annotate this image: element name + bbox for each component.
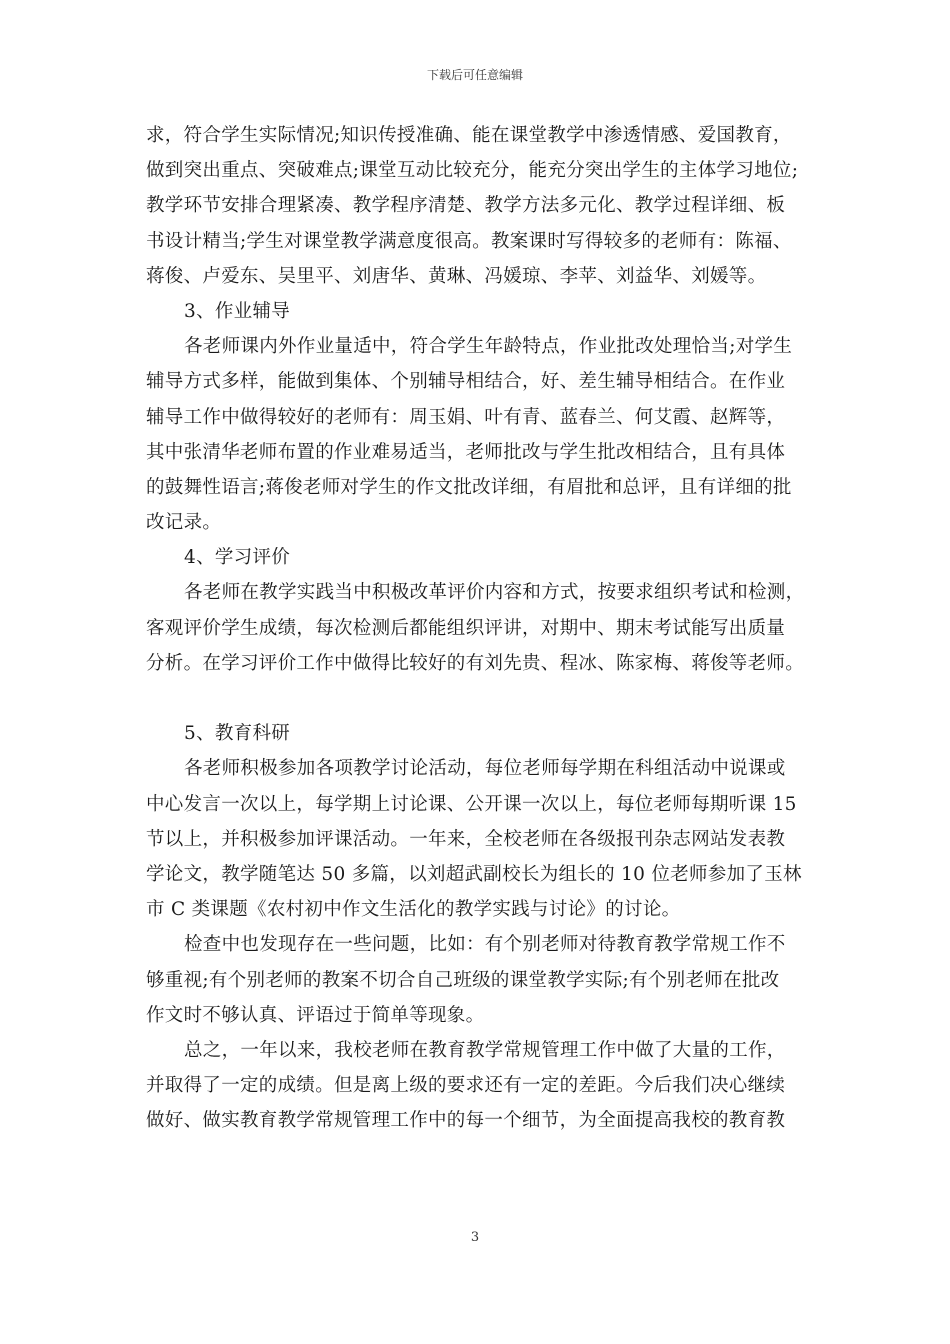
- text-line: 客观评价学生成绩，每次检测后都能组织评讲，对期中、期末考试能写出质量: [146, 617, 786, 639]
- text-line: 书设计精当;学生对课堂教学满意度很高。教案课时写得较多的老师有：陈福、: [146, 230, 792, 252]
- text-line: 中心发言一次以上，每学期上讨论课、公开课一次以上，每位老师每期听课 15: [146, 793, 797, 815]
- text-line: 改记录。: [146, 512, 222, 534]
- text-line: 做好、做实教育教学常规管理工作中的每一个细节，为全面提高我校的教育教: [146, 1110, 786, 1132]
- text-line: 分析。在学习评价工作中做得比较好的有刘先贵、程冰、陈家梅、蒋俊等老师。: [146, 652, 805, 674]
- text-line: 作文时不够认真、评语过于简单等现象。: [146, 1004, 485, 1026]
- text-line: 各老师在教学实践当中积极改革评价内容和方式，按要求组织考试和检测，: [184, 582, 805, 604]
- text-line: 够重视;有个别老师的教案不切合自己班级的课堂教学实际;有个别老师在批改: [146, 969, 780, 991]
- text-line: 5、教育科研: [184, 723, 291, 745]
- text-line: 的鼓舞性语言;蒋俊老师对学生的作文批改详细，有眉批和总评，且有详细的批: [146, 476, 792, 498]
- text-line: 并取得了一定的成绩。但是离上级的要求还有一定的差距。今后我们决心继续: [146, 1075, 786, 1097]
- header-note: 下载后可任意编辑: [426, 68, 523, 82]
- text-line: 各老师积极参加各项教学讨论活动，每位老师每学期在科组活动中说课或: [184, 758, 786, 780]
- document-body: [146, 118, 826, 1138]
- text-line: 教学环节安排合理紧凑、教学程序清楚、教学方法多元化、教学过程详细、板: [146, 195, 786, 217]
- page-number: 3: [470, 1230, 480, 1245]
- text-line: 4、学习评价: [184, 547, 291, 569]
- blank-line: [146, 681, 826, 716]
- text-line: 做到突出重点、突破难点;课堂互动比较充分，能充分突出学生的主体学习地位;: [146, 160, 799, 182]
- text-line: 3、作业辅导: [184, 300, 291, 322]
- text-line: 辅导方式多样，能做到集体、个别辅导相结合，好、差生辅导相结合。在作业: [146, 371, 786, 393]
- text-line: 学论文，教学随笔达 50 多篇，以刘超武副校长为组长的 10 位老师参加了玉林: [146, 863, 802, 885]
- text-line: 总之，一年以来，我校老师在教育教学常规管理工作中做了大量的工作，: [184, 1039, 786, 1061]
- text-line: 其中张清华老师布置的作业难易适当，老师批改与学生批改相结合，且有具体: [146, 441, 786, 463]
- text-line: 蒋俊、卢爱东、吴里平、刘唐华、黄琳、冯媛琼、李苹、刘益华、刘媛等。: [146, 265, 767, 287]
- text-line: 各老师课内外作业量适中，符合学生年龄特点，作业批改处理恰当;对学生: [184, 336, 793, 358]
- text-line: 辅导工作中做得较好的老师有：周玉娟、叶有青、蓝春兰、何艾霞、赵辉等，: [146, 406, 786, 428]
- text-line: 检查中也发现存在一些问题，比如：有个别老师对待教育教学常规工作不: [184, 934, 786, 956]
- text-line: 市 C 类课题《农村初中作文生活化的教学实践与讨论》的讨论。: [146, 899, 681, 921]
- text-line: 节以上，并积极参加评课活动。一年来，全校老师在各级报刊杂志网站发表教: [146, 828, 786, 850]
- text-line: 求，符合学生实际情况;知识传授准确、能在课堂教学中渗透情感、爱国教育，: [146, 125, 792, 146]
